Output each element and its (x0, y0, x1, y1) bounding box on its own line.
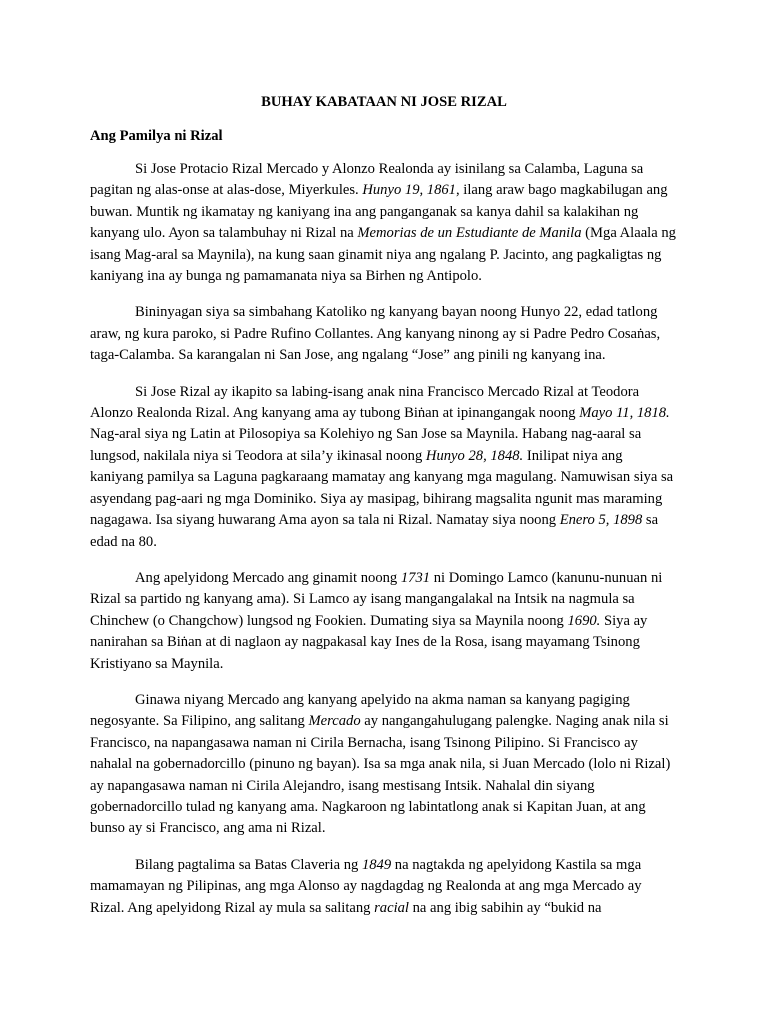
paragraph (90, 382, 678, 553)
text-run: Nag-aral siya ng Latin at Pilosopiya sa Kolehiyo ng San Jose sa Maynila. Habang nag-aaral sa lungsod, nakilala niya si Teodora at sila’y ikinasal noong (90, 426, 642, 464)
italic-text: Hunyo 28, 1848. (425, 447, 524, 464)
document-body (90, 159, 678, 919)
text-run: Bininyagan siya sa simbahang Katoliko ng kanyang bayan noong Hunyo 22, edad tatlong araw, ng kura paroko, si Padre Rufino Collantes. Ang kanyang ninong ay si Padre Pedro Cosaṅas, taga-Calamba. Sa karangalan ni San Jose, ang ngalang “Jose” ang pinili ng kanyang ina. (90, 304, 661, 364)
text-run: Ang apelyidong Mercado ang ginamit noong (135, 569, 401, 586)
text-run: Ginawa niyang Mercado ang kanyang apelyido na akma naman sa kanyang pagiging negosyante. Sa Filipino, ang salitang (90, 691, 630, 730)
text-run: Si Jose Rizal ay ikapito sa labing-isang anak nina Francisco Mercado Rizal at Teodora Alonzo Realonda Rizal. Ang kanyang ama ay tubong Biṅan at ipinangangak noong (90, 383, 640, 422)
text-run: Inilipat niya ang kaniyang pamilya sa Laguna pagkaraang mamatay ang kanyang mga magulang. Namuwisan siya sa asyendang pag-aari ng mga Dominiko. Siya ay masipag, bihirang magsalita ngunit mas maraming nagagawa. Isa siyang huwarang Ama ayon sa tala ni Rizal. Namatay siya noong (90, 447, 674, 529)
paragraph (90, 159, 678, 287)
paragraph (90, 302, 678, 366)
italic-text: Memorias de un Estudiante de Manila (357, 225, 582, 242)
text-run: na nagtakda ng apelyidong Kastila sa mga mamamayan ng Pilipinas, ang mga Alonso ay nagdagdag ng Realonda at ang mga Mercado ay Rizal. Ang apelyidong Rizal ay mula sa salitang (90, 856, 642, 916)
text-run: Siya ay nanirahan sa Biṅan at di naglaon ay nagpakasal kay Ines de la Rosa, isang mayamang Tsinong Kristiyano sa Maynila. (90, 612, 648, 672)
section-heading: Ang Pamilya ni Rizal (90, 128, 223, 144)
italic-text: Hunyo 19, 1861 (362, 182, 456, 199)
italic-text: Enero 5, 1898 (559, 512, 643, 529)
italic-text: Mercado (308, 713, 361, 730)
italic-text: 1690. (567, 612, 601, 629)
paragraph (90, 855, 678, 919)
paragraph (90, 568, 678, 675)
italic-text: racial (374, 899, 409, 916)
document-title: BUHAY KABATAAN NI JOSE RIZAL (261, 94, 507, 110)
text-run: ni Domingo Lamco (kanunu-nunuan ni Rizal sa partido ng kanyang ama). Si Lamco ay isang mangangalakal na Intsik na nagmula sa Chinchew (o Changchow) lungsod ng Fookien. Dumating siya sa Maynila noong (90, 569, 663, 629)
text-run: na ang ibig sabihin ay “bukid na (408, 899, 602, 916)
italic-text: 1849 (361, 856, 392, 873)
paragraph (90, 690, 678, 840)
text-run: Bilang pagtalima sa Batas Claveria ng (135, 856, 362, 873)
text-run: Si Jose Protacio Rizal Mercado y Alonzo Realonda ay isinilang sa Calamba, Laguna sa pagitan ng alas-onse at alas-dose, Miyerkules. (90, 161, 644, 199)
text-run: ay nangangahulugang palengke. Naging anak nila si Francisco, na napangasawa naman ni Cirila Bernacha, isang Tsinong Pilipino. Si Francisco ay nahalal na gobernadorcillo (pinuno ng bayan). Isa sa mga anak nila, si Juan Mercado (lolo ni Rizal) ay napangasawa naman ni Cirila Alejandro, isang mestisang Intsik. Nahalal din siyang gobernadorcillo tulad ng kanyang ama. Nagkaroon ng labintatlong anak si Kapitan Juan, at ang bunso ay si Francisco, ang ama ni Rizal. (90, 713, 671, 837)
text-run: sa edad na 80. (90, 512, 659, 550)
italic-text: Mayo 11, 1818. (579, 405, 670, 422)
text-run: , ilang araw bago magkabilugan ang buwan. Muntik ng ikamatay ng kaniyang ina ang panganganak sa kanya dahil sa kalakihan ng kanyang ulo. Ayon sa talambuhay ni Rizal na (90, 182, 668, 242)
text-run: (Mga Alaala ng isang Mag-aral sa Maynila), na kung saan ginamit niya ang ngalang P. Jacinto, ang pagkaligtas ng kaniyang ina ay bunga ng pamamanata niya sa Birhen ng Antipolo. (90, 225, 676, 285)
italic-text: 1731 (400, 569, 431, 586)
